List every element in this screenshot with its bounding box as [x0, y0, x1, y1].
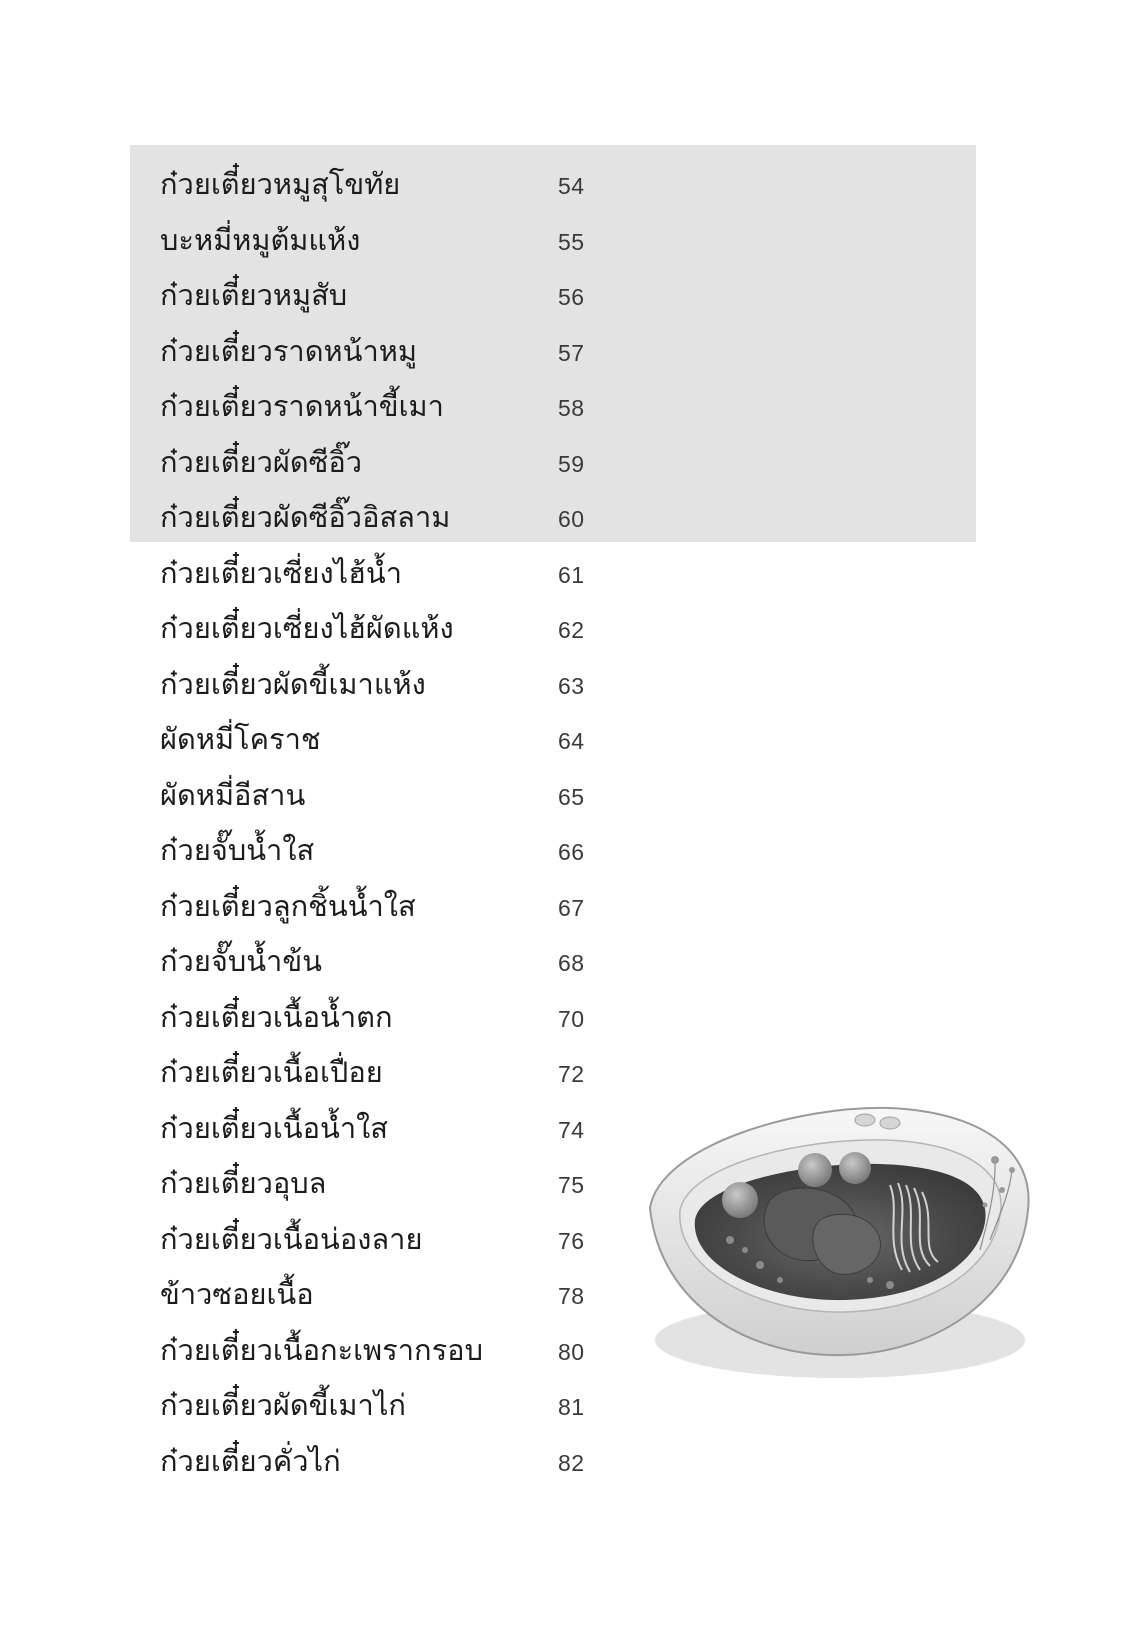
toc-entry-page: 56: [558, 284, 585, 310]
toc-entry[interactable]: [0, 879, 1140, 935]
toc-entry-page: 54: [558, 173, 585, 199]
toc-entry-title: ก๋วยจั๊บน้ำข้น: [160, 944, 322, 978]
toc-entry-title: ก๋วยเตี๋ยวผัดซีอิ๊ว: [160, 444, 363, 479]
toc-entry-page: 57: [558, 339, 585, 366]
toc-entry-page: 78: [558, 1283, 585, 1309]
toc-entry-page: 61: [558, 561, 585, 588]
toc-entry-page: 82: [558, 1449, 585, 1476]
toc-entry-title: ก๋วยเตี๋ยวเซี่ยงไฮ้น้ำ: [160, 555, 402, 590]
toc-entry-title: ก๋วยเตี๋ยวเนื้อน้ำใส: [160, 1110, 388, 1145]
toc-entry-title: ก๋วยเตี๋ยวผัดขี้เมาไก่: [160, 1388, 406, 1422]
toc-entry-page: 66: [558, 839, 585, 865]
toc-entry-title: ข้าวซอยเนื้อ: [160, 1277, 314, 1311]
toc-entry-title: ก๋วยเตี๋ยวเนื้อน่องลาย: [160, 1221, 423, 1256]
toc-entry[interactable]: [0, 934, 1140, 990]
toc-entry-title: ก๋วยเตี๋ยวเนื้อเปื่อย: [160, 1055, 383, 1089]
toc-entry-title: ก๋วยเตี๋ยวเซี่ยงไฮ้ผัดแห้ง: [160, 611, 454, 645]
toc-entry-page: 75: [558, 1172, 585, 1198]
toc-entry-page: 63: [558, 672, 585, 699]
toc-entry-page: 64: [558, 728, 585, 754]
toc-entry[interactable]: [0, 324, 1140, 380]
toc-entry-title: บะหมี่หมูต้มแห้ง: [160, 222, 361, 257]
toc-entry-title: ก๋วยเตี๋ยวลูกชิ้นน้ำใส: [160, 888, 416, 923]
toc-entry-title: ก๋วยเตี๋ยวเนื้อน้ำตก: [160, 999, 393, 1034]
toc-entry-page: 70: [558, 1005, 585, 1032]
toc-entry-page: 60: [558, 506, 585, 532]
toc-entry[interactable]: [0, 990, 1140, 1046]
toc-entry-title: ก๋วยเตี๋ยวผัดซีอิ๊วอิสลาม: [160, 500, 451, 534]
toc-entry-page: 72: [558, 1061, 585, 1087]
toc-entry[interactable]: [0, 490, 1140, 546]
toc-entry-page: 80: [558, 1338, 585, 1365]
toc-entry-page: 58: [558, 395, 585, 421]
toc-entry[interactable]: [0, 435, 1140, 491]
toc-entry-title: ก๋วยเตี๋ยวอุบล: [160, 1166, 327, 1200]
toc-entry-title: ผัดหมี่อีสาน: [160, 777, 306, 812]
toc-entry[interactable]: [0, 768, 1140, 824]
toc-entry-title: ก๋วยเตี๋ยวราดหน้าขี้เมา: [160, 389, 444, 423]
noodle-soup-bowl-photo: [640, 1090, 1040, 1390]
toc-entry-page: 76: [558, 1227, 585, 1254]
toc-entry-page: 62: [558, 617, 585, 643]
toc-entry[interactable]: [0, 546, 1140, 602]
toc-entry-title: ผัดหมี่โคราช: [160, 722, 321, 756]
toc-entry[interactable]: [0, 157, 1140, 213]
toc-entry[interactable]: [0, 213, 1140, 269]
toc-entry[interactable]: [0, 823, 1140, 879]
toc-entry-title: ก๋วยเตี๋ยวราดหน้าหมู: [160, 333, 418, 368]
toc-entry-page: 65: [558, 783, 585, 810]
toc-entry[interactable]: [0, 601, 1140, 657]
toc-entry-title: ก๋วยเตี๋ยวหมูสุโขทัย: [160, 167, 401, 201]
toc-entry-title: ก๋วยเตี๋ยวผัดขี้เมาแห้ง: [160, 666, 426, 701]
toc-entry[interactable]: [0, 379, 1140, 435]
toc-entry[interactable]: [0, 1434, 1140, 1490]
toc-entry-page: 67: [558, 894, 585, 921]
toc-entry-page: 74: [558, 1116, 585, 1143]
toc-entry-title: ก๋วยเตี๋ยวเนื้อกะเพรากรอบ: [160, 1332, 483, 1367]
toc-entry-page: 59: [558, 450, 585, 477]
toc-entry-title: ก๋วยเตี๋ยวหมูสับ: [160, 278, 348, 312]
toc-entry[interactable]: [0, 268, 1140, 324]
toc-entry[interactable]: [0, 657, 1140, 713]
toc-entry-title: ก๋วยเตี๋ยวคั่วไก่: [160, 1443, 341, 1478]
toc-entry-page: 55: [558, 228, 585, 255]
toc-entry[interactable]: [0, 712, 1140, 768]
toc-entry-page: 81: [558, 1394, 585, 1420]
toc-entry-page: 68: [558, 950, 585, 976]
toc-entry-title: ก๋วยจั๊บน้ำใส: [160, 833, 315, 867]
